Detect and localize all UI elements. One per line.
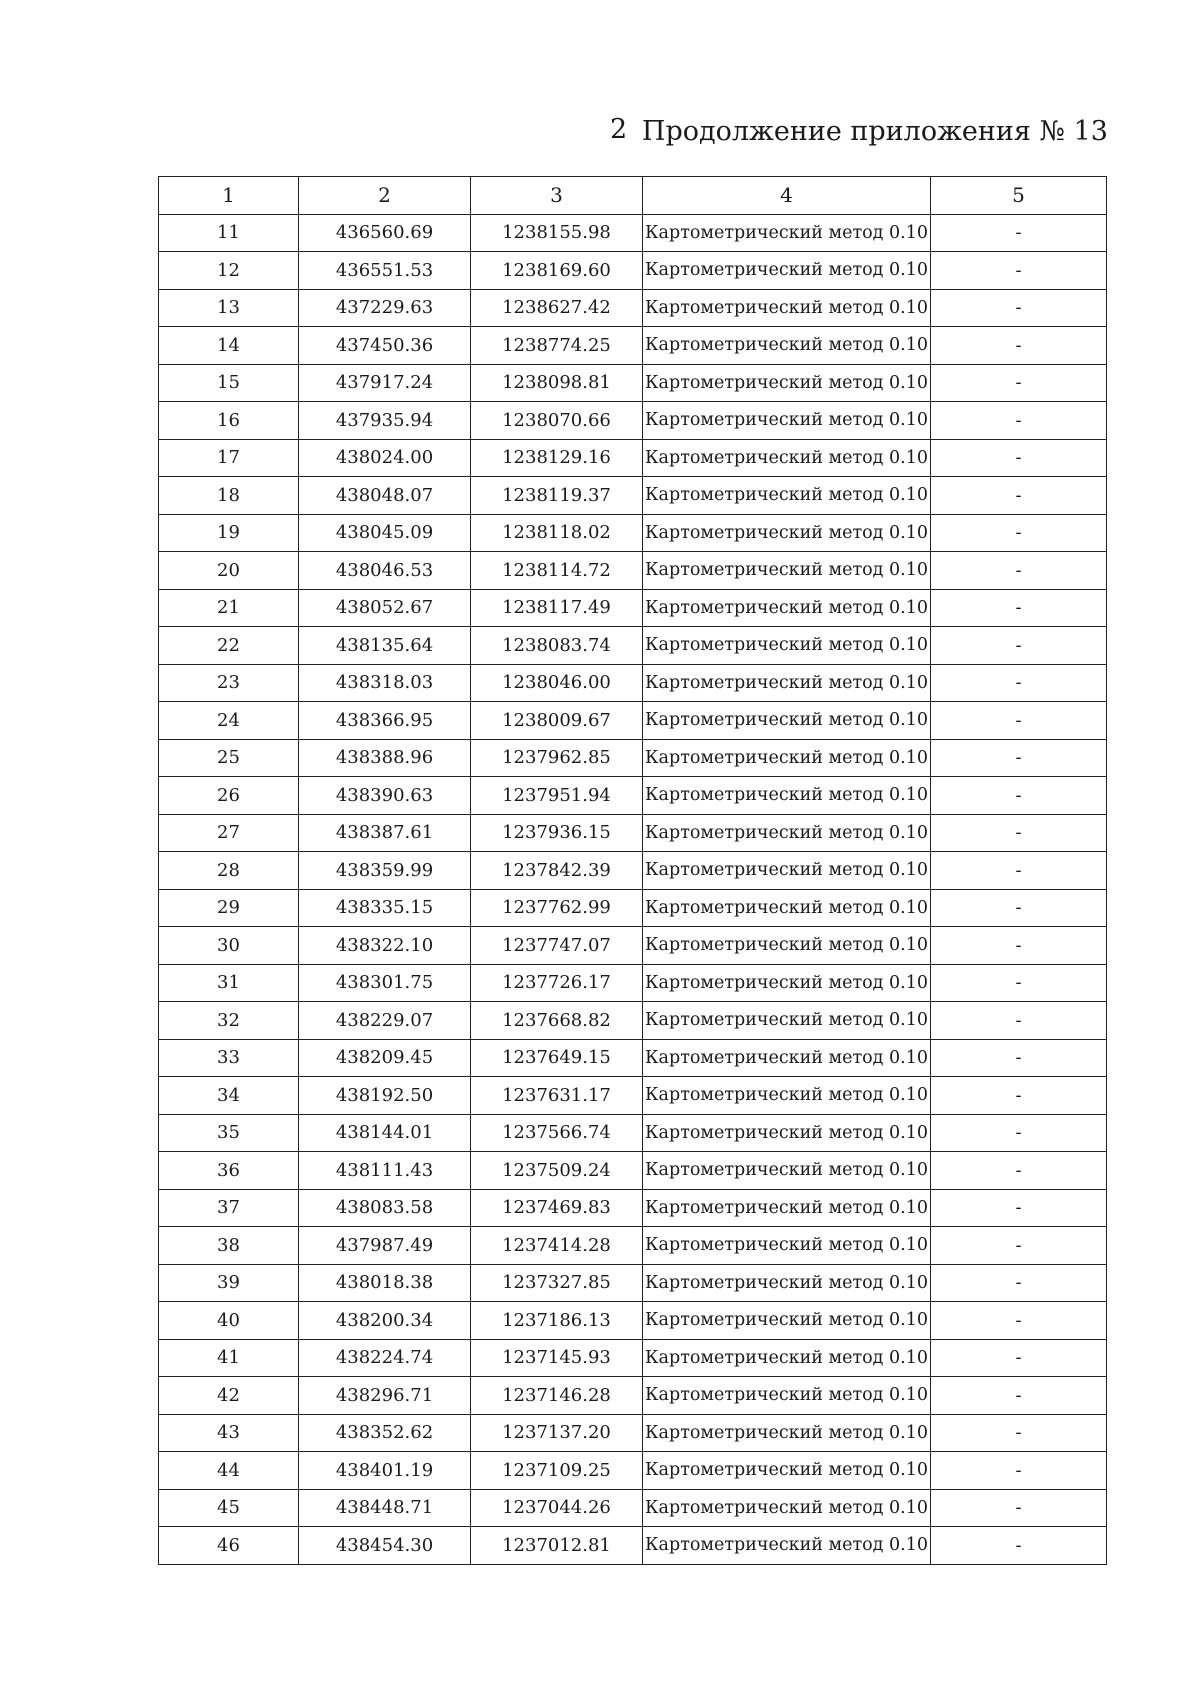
- note-cell: -: [931, 1339, 1107, 1377]
- y-coordinate-cell: 1238774.25: [471, 327, 643, 365]
- point-number-cell: 43: [159, 1414, 299, 1452]
- point-number-cell: 29: [159, 889, 299, 927]
- note-cell: -: [931, 777, 1107, 815]
- y-coordinate-cell: 1237842.39: [471, 852, 643, 890]
- table-row: [159, 552, 1107, 590]
- method-cell: Картометрический метод 0.10: [643, 1077, 931, 1115]
- table-row: [159, 1414, 1107, 1452]
- x-coordinate-cell: 438322.10: [299, 927, 471, 965]
- y-coordinate-cell: 1238129.16: [471, 439, 643, 477]
- note-cell: -: [931, 252, 1107, 290]
- table-row: [159, 327, 1107, 365]
- table-row: [159, 852, 1107, 890]
- y-coordinate-cell: 1237145.93: [471, 1339, 643, 1377]
- y-coordinate-cell: 1238114.72: [471, 552, 643, 590]
- note-cell: -: [931, 1527, 1107, 1565]
- method-cell: Картометрический метод 0.10: [643, 1114, 931, 1152]
- point-number-cell: 41: [159, 1339, 299, 1377]
- table-row: [159, 1189, 1107, 1227]
- method-cell: Картометрический метод 0.10: [643, 927, 931, 965]
- y-coordinate-cell: 1237631.17: [471, 1077, 643, 1115]
- y-coordinate-cell: 1237649.15: [471, 1039, 643, 1077]
- column-header: 1: [159, 177, 299, 215]
- table-row: [159, 1227, 1107, 1265]
- note-cell: -: [931, 1077, 1107, 1115]
- note-cell: -: [931, 1002, 1107, 1040]
- method-cell: Картометрический метод 0.10: [643, 1152, 931, 1190]
- point-number-cell: 14: [159, 327, 299, 365]
- note-cell: -: [931, 964, 1107, 1002]
- table-row: [159, 1527, 1107, 1565]
- x-coordinate-cell: 438083.58: [299, 1189, 471, 1227]
- method-cell: Картометрический метод 0.10: [643, 552, 931, 590]
- y-coordinate-cell: 1238009.67: [471, 702, 643, 740]
- note-cell: -: [931, 1189, 1107, 1227]
- x-coordinate-cell: 438318.03: [299, 664, 471, 702]
- note-cell: -: [931, 664, 1107, 702]
- method-cell: Картометрический метод 0.10: [643, 664, 931, 702]
- table-row: [159, 702, 1107, 740]
- x-coordinate-cell: 438388.96: [299, 739, 471, 777]
- x-coordinate-cell: 438224.74: [299, 1339, 471, 1377]
- column-header: 4: [643, 177, 931, 215]
- note-cell: -: [931, 814, 1107, 852]
- point-number-cell: 45: [159, 1489, 299, 1527]
- point-number-cell: 15: [159, 364, 299, 402]
- y-coordinate-cell: 1237109.25: [471, 1452, 643, 1490]
- method-cell: Картометрический метод 0.10: [643, 252, 931, 290]
- x-coordinate-cell: 438301.75: [299, 964, 471, 1002]
- table-row: [159, 1452, 1107, 1490]
- method-cell: Картометрический метод 0.10: [643, 1377, 931, 1415]
- note-cell: -: [931, 552, 1107, 590]
- point-number-cell: 32: [159, 1002, 299, 1040]
- column-header: 5: [931, 177, 1107, 215]
- method-cell: Картометрический метод 0.10: [643, 514, 931, 552]
- y-coordinate-cell: 1237962.85: [471, 739, 643, 777]
- method-cell: Картометрический метод 0.10: [643, 1002, 931, 1040]
- x-coordinate-cell: 438135.64: [299, 627, 471, 665]
- x-coordinate-cell: 437987.49: [299, 1227, 471, 1265]
- point-number-cell: 21: [159, 589, 299, 627]
- x-coordinate-cell: 438387.61: [299, 814, 471, 852]
- method-cell: Картометрический метод 0.10: [643, 889, 931, 927]
- table-row: [159, 1339, 1107, 1377]
- point-number-cell: 17: [159, 439, 299, 477]
- x-coordinate-cell: 438200.34: [299, 1302, 471, 1340]
- note-cell: -: [931, 1039, 1107, 1077]
- page-number: 2: [610, 114, 628, 145]
- note-cell: -: [931, 1414, 1107, 1452]
- x-coordinate-cell: 436551.53: [299, 252, 471, 290]
- table-row: [159, 627, 1107, 665]
- table-row: [159, 1114, 1107, 1152]
- point-number-cell: 26: [159, 777, 299, 815]
- note-cell: -: [931, 627, 1107, 665]
- point-number-cell: 33: [159, 1039, 299, 1077]
- x-coordinate-cell: 438454.30: [299, 1527, 471, 1565]
- x-coordinate-cell: 438229.07: [299, 1002, 471, 1040]
- point-number-cell: 20: [159, 552, 299, 590]
- table-row: [159, 1264, 1107, 1302]
- method-cell: Картометрический метод 0.10: [643, 289, 931, 327]
- table-row: [159, 439, 1107, 477]
- note-cell: -: [931, 1302, 1107, 1340]
- method-cell: Картометрический метод 0.10: [643, 1414, 931, 1452]
- y-coordinate-cell: 1237726.17: [471, 964, 643, 1002]
- point-number-cell: 22: [159, 627, 299, 665]
- y-coordinate-cell: 1237469.83: [471, 1189, 643, 1227]
- x-coordinate-cell: 438192.50: [299, 1077, 471, 1115]
- note-cell: -: [931, 514, 1107, 552]
- x-coordinate-cell: 438366.95: [299, 702, 471, 740]
- y-coordinate-cell: 1237762.99: [471, 889, 643, 927]
- table-row: [159, 739, 1107, 777]
- point-number-cell: 46: [159, 1527, 299, 1565]
- method-cell: Картометрический метод 0.10: [643, 814, 931, 852]
- table-row: [159, 927, 1107, 965]
- x-coordinate-cell: 438024.00: [299, 439, 471, 477]
- method-cell: Картометрический метод 0.10: [643, 589, 931, 627]
- method-cell: Картометрический метод 0.10: [643, 1227, 931, 1265]
- note-cell: -: [931, 1452, 1107, 1490]
- method-cell: Картометрический метод 0.10: [643, 214, 931, 252]
- point-number-cell: 11: [159, 214, 299, 252]
- table-row: [159, 289, 1107, 327]
- point-number-cell: 30: [159, 927, 299, 965]
- method-cell: Картометрический метод 0.10: [643, 1339, 931, 1377]
- x-coordinate-cell: 438296.71: [299, 1377, 471, 1415]
- x-coordinate-cell: 438111.43: [299, 1152, 471, 1190]
- y-coordinate-cell: 1238046.00: [471, 664, 643, 702]
- point-number-cell: 31: [159, 964, 299, 1002]
- x-coordinate-cell: 438052.67: [299, 589, 471, 627]
- column-header: 2: [299, 177, 471, 215]
- table-row: [159, 589, 1107, 627]
- table-row: [159, 402, 1107, 440]
- method-cell: Картометрический метод 0.10: [643, 852, 931, 890]
- note-cell: -: [931, 477, 1107, 515]
- y-coordinate-cell: 1238155.98: [471, 214, 643, 252]
- method-cell: Картометрический метод 0.10: [643, 702, 931, 740]
- y-coordinate-cell: 1237951.94: [471, 777, 643, 815]
- point-number-cell: 19: [159, 514, 299, 552]
- x-coordinate-cell: 438448.71: [299, 1489, 471, 1527]
- note-cell: -: [931, 327, 1107, 365]
- x-coordinate-cell: 438335.15: [299, 889, 471, 927]
- x-coordinate-cell: 438046.53: [299, 552, 471, 590]
- point-number-cell: 16: [159, 402, 299, 440]
- point-number-cell: 38: [159, 1227, 299, 1265]
- note-cell: -: [931, 439, 1107, 477]
- point-number-cell: 28: [159, 852, 299, 890]
- point-number-cell: 39: [159, 1264, 299, 1302]
- x-coordinate-cell: 437935.94: [299, 402, 471, 440]
- table-row: [159, 1077, 1107, 1115]
- note-cell: -: [931, 739, 1107, 777]
- note-cell: -: [931, 289, 1107, 327]
- y-coordinate-cell: 1238070.66: [471, 402, 643, 440]
- method-cell: Картометрический метод 0.10: [643, 1527, 931, 1565]
- table-row: [159, 514, 1107, 552]
- table-header-row: [159, 177, 1107, 215]
- point-number-cell: 25: [159, 739, 299, 777]
- x-coordinate-cell: 438048.07: [299, 477, 471, 515]
- method-cell: Картометрический метод 0.10: [643, 964, 931, 1002]
- table-row: [159, 1377, 1107, 1415]
- note-cell: -: [931, 1227, 1107, 1265]
- note-cell: -: [931, 889, 1107, 927]
- y-coordinate-cell: 1237186.13: [471, 1302, 643, 1340]
- note-cell: -: [931, 1264, 1107, 1302]
- table-row: [159, 214, 1107, 252]
- y-coordinate-cell: 1237936.15: [471, 814, 643, 852]
- method-cell: Картометрический метод 0.10: [643, 777, 931, 815]
- table-body: [159, 214, 1107, 1564]
- table-row: [159, 477, 1107, 515]
- point-number-cell: 13: [159, 289, 299, 327]
- y-coordinate-cell: 1238098.81: [471, 364, 643, 402]
- method-cell: Картометрический метод 0.10: [643, 739, 931, 777]
- table-row: [159, 1039, 1107, 1077]
- y-coordinate-cell: 1237327.85: [471, 1264, 643, 1302]
- y-coordinate-cell: 1237668.82: [471, 1002, 643, 1040]
- column-header: 3: [471, 177, 643, 215]
- table-row: [159, 1489, 1107, 1527]
- point-number-cell: 36: [159, 1152, 299, 1190]
- table-row: [159, 1152, 1107, 1190]
- table-row: [159, 364, 1107, 402]
- note-cell: -: [931, 927, 1107, 965]
- note-cell: -: [931, 1152, 1107, 1190]
- point-number-cell: 34: [159, 1077, 299, 1115]
- note-cell: -: [931, 1114, 1107, 1152]
- note-cell: -: [931, 364, 1107, 402]
- note-cell: -: [931, 1489, 1107, 1527]
- x-coordinate-cell: 438209.45: [299, 1039, 471, 1077]
- method-cell: Картометрический метод 0.10: [643, 1302, 931, 1340]
- table-row: [159, 889, 1107, 927]
- note-cell: -: [931, 1377, 1107, 1415]
- note-cell: -: [931, 589, 1107, 627]
- x-coordinate-cell: 438045.09: [299, 514, 471, 552]
- coordinates-table: [158, 176, 1107, 1565]
- y-coordinate-cell: 1238169.60: [471, 252, 643, 290]
- note-cell: -: [931, 214, 1107, 252]
- y-coordinate-cell: 1238083.74: [471, 627, 643, 665]
- x-coordinate-cell: 438018.38: [299, 1264, 471, 1302]
- table-row: [159, 664, 1107, 702]
- table-row: [159, 252, 1107, 290]
- note-cell: -: [931, 702, 1107, 740]
- point-number-cell: 27: [159, 814, 299, 852]
- table-row: [159, 814, 1107, 852]
- x-coordinate-cell: 437229.63: [299, 289, 471, 327]
- method-cell: Картометрический метод 0.10: [643, 1039, 931, 1077]
- point-number-cell: 40: [159, 1302, 299, 1340]
- table-row: [159, 777, 1107, 815]
- y-coordinate-cell: 1237509.24: [471, 1152, 643, 1190]
- y-coordinate-cell: 1237012.81: [471, 1527, 643, 1565]
- y-coordinate-cell: 1237414.28: [471, 1227, 643, 1265]
- y-coordinate-cell: 1238118.02: [471, 514, 643, 552]
- point-number-cell: 44: [159, 1452, 299, 1490]
- y-coordinate-cell: 1237747.07: [471, 927, 643, 965]
- y-coordinate-cell: 1237146.28: [471, 1377, 643, 1415]
- point-number-cell: 42: [159, 1377, 299, 1415]
- point-number-cell: 37: [159, 1189, 299, 1227]
- point-number-cell: 23: [159, 664, 299, 702]
- method-cell: Картометрический метод 0.10: [643, 1189, 931, 1227]
- y-coordinate-cell: 1237044.26: [471, 1489, 643, 1527]
- table-row: [159, 964, 1107, 1002]
- table-row: [159, 1302, 1107, 1340]
- y-coordinate-cell: 1238117.49: [471, 589, 643, 627]
- point-number-cell: 35: [159, 1114, 299, 1152]
- x-coordinate-cell: 438359.99: [299, 852, 471, 890]
- point-number-cell: 12: [159, 252, 299, 290]
- table-row: [159, 1002, 1107, 1040]
- x-coordinate-cell: 436560.69: [299, 214, 471, 252]
- x-coordinate-cell: 438401.19: [299, 1452, 471, 1490]
- method-cell: Картометрический метод 0.10: [643, 627, 931, 665]
- x-coordinate-cell: 438390.63: [299, 777, 471, 815]
- method-cell: Картометрический метод 0.10: [643, 1489, 931, 1527]
- method-cell: Картометрический метод 0.10: [643, 364, 931, 402]
- method-cell: Картометрический метод 0.10: [643, 402, 931, 440]
- point-number-cell: 24: [159, 702, 299, 740]
- method-cell: Картометрический метод 0.10: [643, 1264, 931, 1302]
- x-coordinate-cell: 438352.62: [299, 1414, 471, 1452]
- method-cell: Картометрический метод 0.10: [643, 327, 931, 365]
- x-coordinate-cell: 437917.24: [299, 364, 471, 402]
- note-cell: -: [931, 852, 1107, 890]
- x-coordinate-cell: 438144.01: [299, 1114, 471, 1152]
- y-coordinate-cell: 1238119.37: [471, 477, 643, 515]
- x-coordinate-cell: 437450.36: [299, 327, 471, 365]
- method-cell: Картометрический метод 0.10: [643, 477, 931, 515]
- y-coordinate-cell: 1238627.42: [471, 289, 643, 327]
- note-cell: -: [931, 402, 1107, 440]
- appendix-title: Продолжение приложения № 13: [641, 116, 1108, 147]
- method-cell: Картометрический метод 0.10: [643, 1452, 931, 1490]
- point-number-cell: 18: [159, 477, 299, 515]
- y-coordinate-cell: 1237137.20: [471, 1414, 643, 1452]
- method-cell: Картометрический метод 0.10: [643, 439, 931, 477]
- y-coordinate-cell: 1237566.74: [471, 1114, 643, 1152]
